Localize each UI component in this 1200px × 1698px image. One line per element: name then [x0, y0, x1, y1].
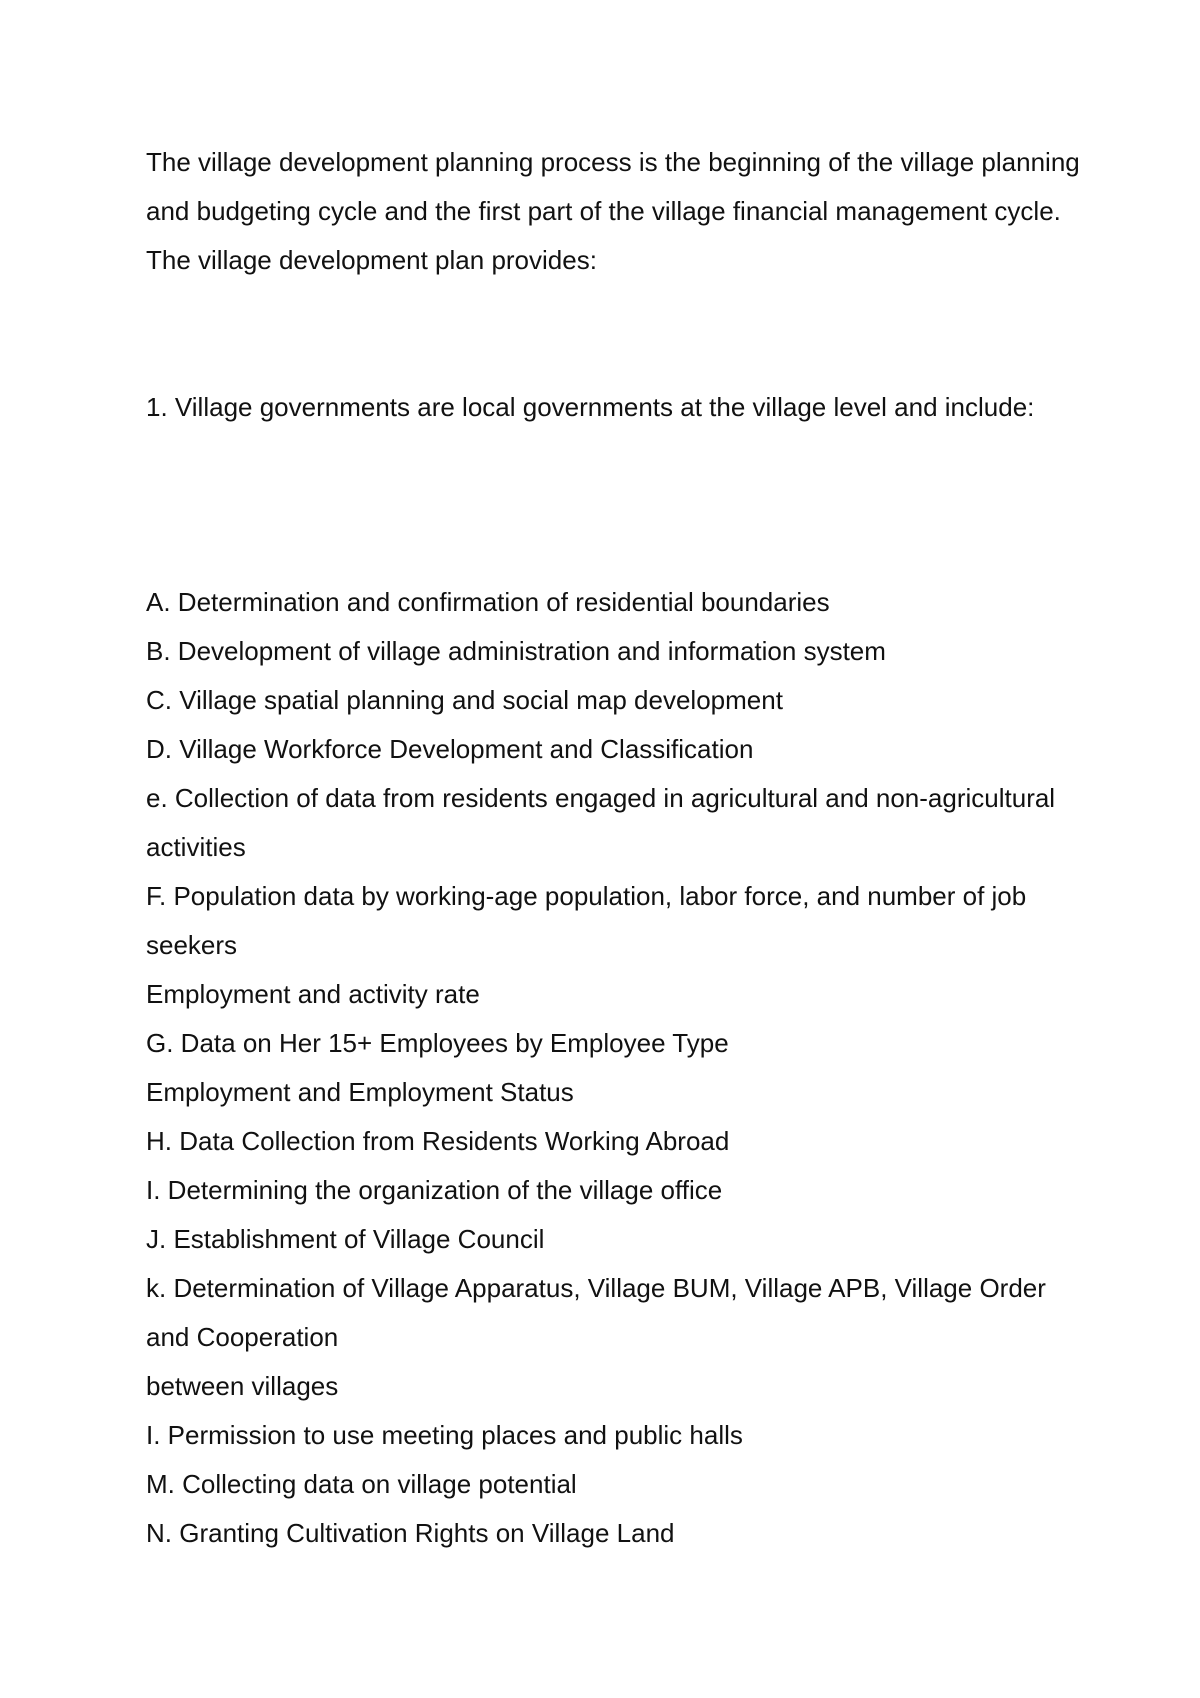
list-item: F. Population data by working-age population, labor force, and number of job seekers — [146, 881, 1027, 960]
list-item: N. Granting Cultivation Rights on Village Land — [146, 1518, 675, 1548]
intro-text: The village development planning process is the beginning of the village planning and budgeting cycle and the first part of the village financial management cycle. The village development plan provides: — [146, 147, 1080, 275]
list-item: G. Data on Her 15+ Employees by Employee Type — [146, 1028, 729, 1058]
list-item: A. Determination and confirmation of residential boundaries — [146, 587, 830, 617]
list-item: k. Determination of Village Apparatus, Village BUM, Village APB, Village Order and Cooperation — [146, 1273, 1046, 1352]
list-item: I. Permission to use meeting places and public halls — [146, 1420, 743, 1450]
list-item: I. Determining the organization of the village office — [146, 1175, 723, 1205]
list-item: between villages — [146, 1371, 339, 1401]
section-heading-text: 1. Village governments are local governments at the village level and include: — [146, 392, 1035, 422]
list-item: J. Establishment of Village Council — [146, 1224, 545, 1254]
section-heading — [146, 383, 1086, 432]
list-item: H. Data Collection from Residents Working Abroad — [146, 1126, 730, 1156]
list-item: D. Village Workforce Development and Classification — [146, 734, 754, 764]
list-item: Employment and Employment Status — [146, 1077, 574, 1107]
list-item: Employment and activity rate — [146, 979, 480, 1009]
list-item: M. Collecting data on village potential — [146, 1469, 577, 1499]
list-item: C. Village spatial planning and social map development — [146, 685, 783, 715]
item-list — [146, 578, 1086, 1558]
intro-paragraph — [146, 138, 1086, 285]
list-item: e. Collection of data from residents engaged in agricultural and non-agricultural activities — [146, 783, 1056, 862]
list-item: B. Development of village administration and information system — [146, 636, 886, 666]
